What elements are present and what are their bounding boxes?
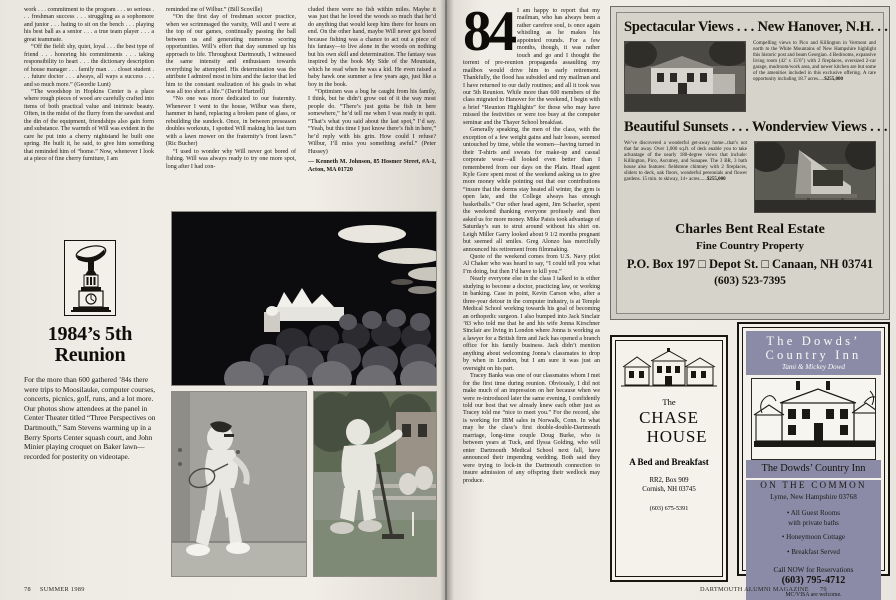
paragraph: Quote of the weekend comes from U.S. Navy pilot Al Chaker who was heard to say, “I could tell you what I’m doing, but then I’d have to kill you.” (463, 253, 600, 275)
inn-building-line-drawing (752, 379, 876, 459)
chase-address-line-1: RR2, Box 909 (649, 477, 689, 484)
ad-body-spectacular-views: Compelling views to Pico and Killington in Vermont and north to the White Mountains of New Hampshire highlight this historic post and beam Georgian. 4 Bedrooms, expansive living room (42′ x 15′6″) with 2 fireplaces, oversized 2-car garage, mudroom/work area, and newer kitchen are but some of the amenities included in this exclusive offering. A rare opportunity including 18.7 acres.....$255,000 (753, 41, 876, 83)
magazine-name: DARTMOUTH ALUMNI MAGAZINE (700, 586, 809, 593)
dowds-phone[interactable]: (603) 795-4712 (781, 575, 846, 587)
left-page-footer (24, 586, 85, 593)
page-number: 79 (819, 586, 827, 593)
dowds-inn-name: The Dowds’ Country Inn (746, 460, 881, 478)
photo-sam-stevens-squash (171, 391, 307, 577)
photo-hanover-georgian-house (624, 41, 746, 112)
chase-phone[interactable]: (603) 675-5391 (649, 505, 689, 512)
issue-label: SUMMER 1989 (39, 586, 85, 593)
paragraph: I am happy to report that my mailman, who has always been a rather carefree soul, is once again whistling as he makes his appointed rounds. For a few months, though, it was rather touch and go and I thought the torrent of pre-reunion propaganda assaulting my mailbox would drive him to early retirement. Thankfully, the flood has subsided and my mailman and I have returned to our daily routines; and all it took was our 5th Reunion. While more than 600 members of the class migrated to Hanover for the weekend, I begin with a brief “Reunion Highlights” for those who may have missed the festivities or were too busy at the computer seminar and the Thayer School breakfast. (463, 8, 600, 126)
baker-tower-sketch-icon (65, 241, 116, 316)
ad-chase-house[interactable] (610, 335, 728, 582)
paragraph: cluded there were no fish within miles. Maybe it was just that he loved the woods so much that he’d do anything that would keep him there for hours on end. On the other hand, maybe Will never got bored because fishing was a chance to act out a piece of his fantasy—to live alone in the woods on nothing but his own skill and determination. The fantasy was inspired by the book My Side of the Mountain, which he read when he was a kid. He even raised a baby hawk one summer a few years ago, just like a boy in the book. (308, 7, 436, 88)
dowds-proprietors: Tami & Mickey Dowd (781, 363, 846, 371)
chase-title-line-2: HOUSE (646, 427, 708, 446)
chase-title-line-1: CHASE (639, 408, 699, 427)
chase-the-label: The (662, 397, 676, 407)
chase-house-sketch-icon (619, 347, 719, 393)
photo-center-theater-panel-audience (171, 211, 437, 386)
dowds-call-text: Call NOW for Reservations (773, 566, 854, 575)
dowds-amenities-list (750, 509, 877, 557)
modern-house-photo-illustration (755, 142, 875, 212)
paragraph: “I used to wonder why Will never got bored of fishing. Will was always ready to try one more spot, long after I had con- (166, 148, 296, 170)
right-page-footer (700, 586, 827, 593)
left-column-3 (308, 7, 436, 174)
paragraph: “No one was more dedicated to our fraternity. Whenever I went to the house, Wilbur was there, hammer in hand, replacing a broken pane of glass, or rebuilding the sundeck. Once, in between preseason doubles workouts, I spotted Will making his last turn with a lawn mower on the fraternity’s front lawn.” (Ric Bucher) (166, 96, 296, 148)
photo-john-minier-croquet (313, 391, 437, 577)
ad-address: P.O. Box 197 □ Depot St. □ Canaan, NH 03741 (626, 257, 874, 271)
ad-price-1: $255,000 (824, 77, 843, 83)
list-item: • All Guest Rooms (786, 509, 841, 517)
page-number: 78 (24, 586, 31, 593)
list-item: • Breakfast Served (787, 547, 840, 556)
paragraph: “Off the field: shy, quiet, loyal . . . the best type of friend . . . honoring his commitments . . . taking responsibility to heart . . . the dictionary description of house manager . . . family man . . . closet student . . . future doctor . . . always, all ways a success . . . and so much more.” (Geordie Lunt) (24, 44, 154, 88)
paragraph: work . . . commitment to the program . . . so serious . . . freshman success . . . struggling as a sophomore and junior . . . hating to sit on the bench . . . playing his best ball as a senior . . . a true team player . . . a great teammate. (24, 7, 154, 43)
chase-address (616, 477, 722, 494)
dowds-location: ON THE COMMON (760, 480, 867, 490)
paragraph: Nearly everyone else in the class I talked to is either studying to become a doctor, practicing law, or working in banking. Case in point, Kevin Carson who, after a three-year detour in the computer industry, is at Temple Medical School working towards his goal of becoming an orthopedic surgeon. I also bumped into Jack Sinclair ’83 who told me that he and his wife Jonna Kirschner Sinclair are living in London where Jonna is working as a lawyer for a British firm and Jack has opened a branch office for his family business. Jack didn’t mention anything about welcoming Jonna’s classmates to drop by when in London, but I am sure it was just an oversight on his part. (463, 276, 600, 372)
ad-price-2: $255,000 (706, 177, 726, 183)
reunion-title-line-1: 1984’s 5th (47, 323, 133, 345)
reunion-title (24, 324, 156, 366)
photo-contemporary-deck-house (754, 141, 876, 213)
reunion-hat-and-tower-logo (64, 240, 116, 316)
reunion-caption: For the more than 600 gathered ’84s there were trips to Moosilauke, computer courses, concerts, picnics, golf, runs, and a lot more. Our photos show attendees at the panel in Center Theater titled “Three Perspectives on Dartmouth,” Sam Stevens warming up in a Berry Sports Center squash court, and John Minier playing croquet on Baker lawn—recorded for posterity on videotape. (24, 375, 156, 461)
ad-body-beautiful-sunsets: We’ve discovered a wonderful get-away home...that’s not that far away. Over 1,000 sq.ft. of deck enable you to take advantage of the nearly 180-degree views that include: Killington, Pico, Ascutney, and Sunapee. The 3 BR, 3 bath house also features: fieldstone chimney with 2 fireplaces, sliders to deck, oak floors, wonderful perennials and flower gardens. 15 min. to skiway, 14+ acres......$255,000 (624, 141, 747, 183)
dowds-banner-line-1: The Dowds’ (766, 334, 861, 348)
dowds-banner-line-2: Country Inn (765, 348, 862, 362)
dowds-town: Lyme, New Hampshire 03768 (770, 493, 857, 501)
paragraph: “Optimism was a bug he caught from his family, I think, but he didn’t grow out of it the way most people do. “There’s just gotta be fish in here somewhere,” he’d tell me when I was ready to quit. “That’s what you said about the last spot,” I’d say. “Yeah, but this time I just know there’s fish in here,” he’d reply with his grin. How could I refuse? Wilbur, I’ll miss you something awful.” (Peter Hussey) (308, 88, 436, 155)
chase-address-line-2: Cornish, NH 03745 (642, 485, 696, 493)
paragraph: Tracey Banks was one of our classmates whom I met for the first time during reunion. Obviously, I did not make much of an impression on her because when we were re-introduced later the same evening, I confidently told our host that we already knew each other just as Tracey told me “nice to meet you.” For the record, she is working for IBM sales in Norwalk, Conn. In what may be the class’s first double-double-Dartmouth marriage, long-time couple Doug Burke, who is between years at Tuck, and Ilyssa Golding, who will enter Dartmouth Medical School next fall, have announced their impending wedding. Both said they were trying to lock-in the Dartmouth connection to insure admission of any offspring their wedlock may produce. (463, 373, 600, 484)
left-column-2 (166, 7, 296, 171)
colonial-house-line-drawing (619, 347, 719, 393)
paragraph: “The woodshop in Hopkins Center is a place where rough pieces of wood are carefully crafted into items of both practical value and intrinsic beauty. Often, in the midst of the flurry from the sawdust and the din of the equipment, friendships also gain form and substance. The warmth of Will was evident in the care he put into a cherry nightstand he built one spring. He built it, he said, to give him something that reminded him of “home.” Now, whenever I look at a piece of fine cherry furniture, I am (24, 88, 154, 163)
chase-subtitle: A Bed and Breakfast (629, 457, 709, 467)
dowds-payment-note: MC/VISA are welcome. (785, 592, 842, 599)
ad-charles-bent-real-estate[interactable] (610, 6, 890, 320)
auditorium-audience-illustration (172, 212, 437, 386)
dowds-banner (746, 331, 881, 375)
ad-headline-spectacular-views: Spectacular Views . . . New Hanover, N.H. . . (624, 19, 888, 35)
left-column-1 (24, 7, 154, 164)
house-photo-illustration (625, 42, 745, 111)
class-notes-column (463, 0, 600, 485)
paragraph: reminded me of Wilbur.” (Bill Scoville) (166, 7, 263, 13)
letter-signature: — Kenneth M. Johnson, 85 Hosmer Street, #A-1, Acton, MA 01720 (308, 159, 436, 173)
dowds-inn-sketch-icon (751, 378, 876, 460)
squash-player-illustration (172, 392, 307, 577)
ad-business-name: Charles Bent Real Estate (675, 222, 825, 237)
croquet-player-illustration (314, 392, 437, 577)
reunion-title-line-2: Reunion (54, 344, 126, 366)
ad-tagline: Fine Country Property (696, 240, 804, 252)
ad-headline-beautiful-sunsets: Beautiful Sunsets . . . Wonderview Views . . . (624, 119, 888, 135)
class-year-dropcap: 84 (463, 0, 514, 63)
reunion-feature (24, 240, 156, 461)
paragraph: Generally speaking, the men of the class, with the exception of a few weight gains and hair losses, seemed untouched by time, while the women—having turned in their T-shirts and sweats for make-up and casual corporate wear—all looked even better than I remembered from our days on the Plain. Head agent Kyle Gore spent most of the weekend asking us to give more money while pointing out that our contributions “insure that the dorms stay heated all winter, the gym is open late, and the College always has enough basketballs.” Our other head agent, Jim Schaefer, spent the weekend thanking everyone profusely and then asked us for more money. Mike Patsis took advantage of Saturday’s sun to strut around without his shirt on. Leigh Miller Garry looked about 9 1/2 months pregnant but seemed all smiles. Greg Alonzo has mercifully announced his retirement from filmmaking. (463, 127, 600, 253)
list-item: with private baths (788, 518, 839, 527)
ad-phone[interactable]: (603) 523-7395 (714, 275, 786, 287)
paragraph: “On the first day of freshman soccer practice, when we scrimmaged the varsity, Will and I were at the top of our games, continually passing the ball between us and generating numerous scoring opportunities. Will’s effort that day summed up his approach to life. Throughout Dartmouth, I witnessed the same intensity and enthusiasm towards everything he attempted. His determination was the attribute I admired most in him and the factor that led him to the constant realization of his goals in what was all too short a life.” (David Hartzell) (166, 14, 296, 95)
list-item: • Honeymoon Cottage (781, 533, 846, 542)
